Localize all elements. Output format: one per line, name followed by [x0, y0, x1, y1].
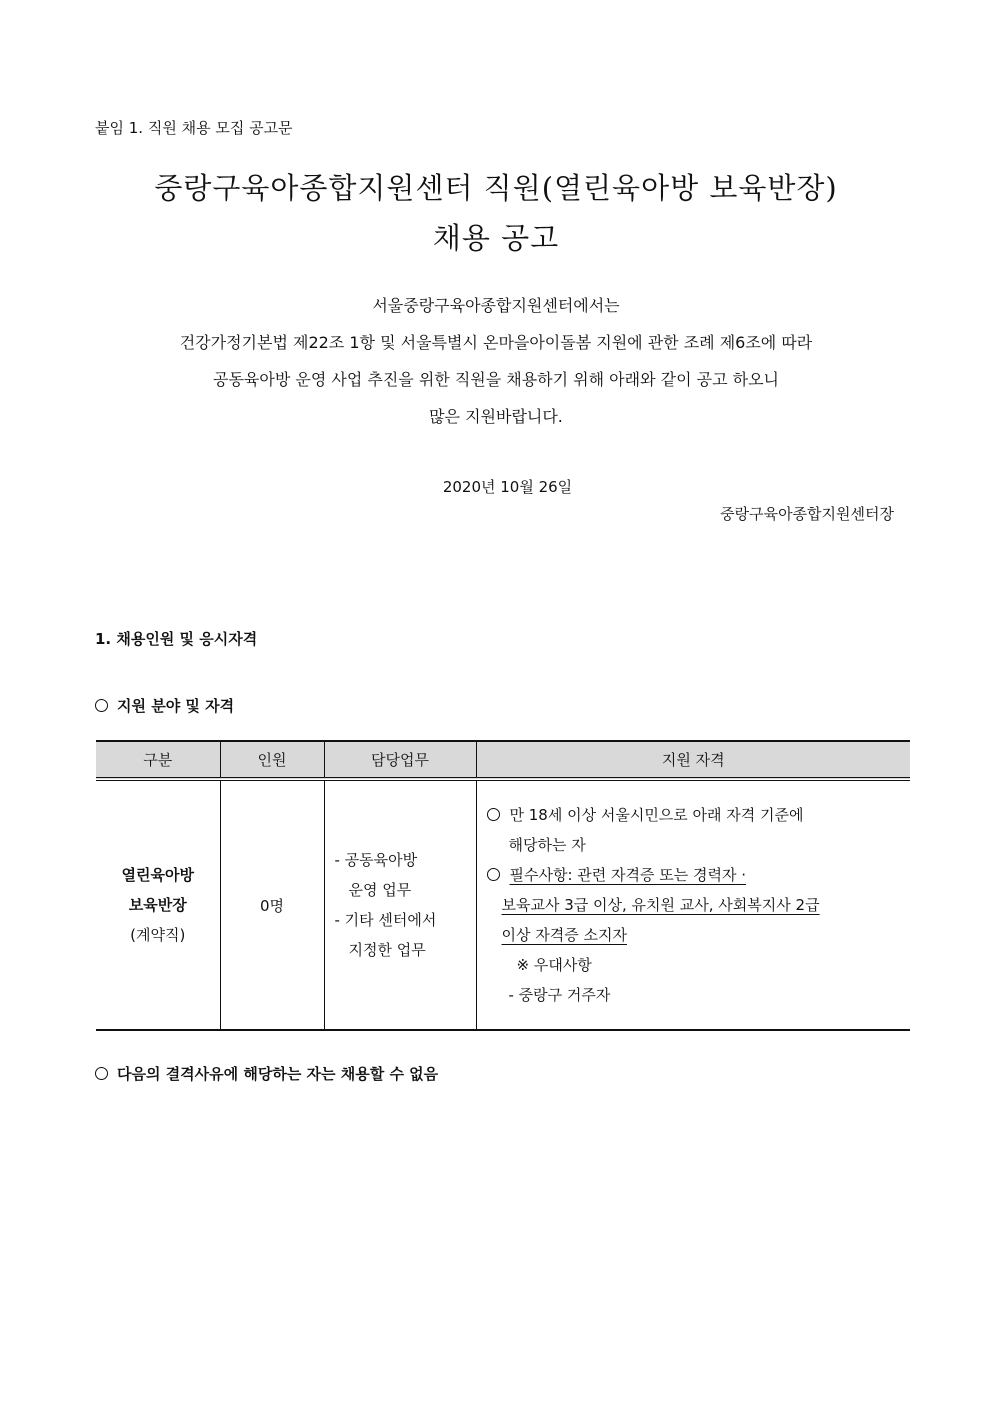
intro-paragraph: [0, 287, 992, 435]
subsection-heading: [95, 695, 234, 716]
document-title-line1: 중랑구육아종합지원센터 직원(열린육아방 보육반장): [154, 171, 838, 205]
issuer-name: 중랑구육아종합지원센터장: [720, 505, 894, 523]
position-title: 보육반장: [128, 896, 187, 914]
intro-line: 많은 지원바랍니다.: [429, 407, 563, 426]
header-count: 인원: [220, 741, 324, 779]
duty-line: 지정한 업무: [348, 941, 426, 959]
circle-bullet-icon: [95, 699, 108, 712]
duty-cell: [324, 779, 476, 1030]
attachment-label: 붙임 1. 직원 채용 모집 공고문: [95, 119, 293, 137]
subsection-heading: [95, 1063, 438, 1084]
required-qualification: 필수사항: 관련 자격증 또는 경력자 ·: [509, 866, 747, 884]
header-duty: 담당업무: [324, 741, 476, 779]
intro-line: 서울중랑구육아종합지원센터에서는: [372, 296, 620, 315]
required-qualification-cont: 이상 자격증 소지자: [501, 926, 627, 944]
document-title-line2: 채용 공고: [432, 221, 560, 255]
required-qualification-cont: 보육교사 3급 이상, 유치원 교사, 사회복지사 2급: [501, 896, 820, 914]
table-header-row: [96, 741, 910, 779]
subsection-heading-text: 지원 분야 및 자격: [117, 697, 235, 715]
announcement-date: 2020년 10월 26일: [442, 478, 573, 496]
qualification-text: 만 18세 이상 서울시민으로 아래 자격 기준에: [509, 806, 804, 824]
qualification-text-cont: [487, 890, 901, 920]
duty-line: - 기타 센터에서: [334, 911, 437, 929]
intro-line: 건강가정기본법 제22조 1항 및 서울특별시 온마을아이돌봄 지원에 관한 조례 제6조에 따라: [179, 333, 813, 352]
employment-type: (계약직): [130, 926, 186, 944]
circle-bullet-icon: [95, 1067, 108, 1080]
duty-line: 운영 업무: [348, 881, 412, 899]
header-qualification: 지원 자격: [476, 741, 910, 779]
position-name: 열린육아방: [121, 866, 194, 884]
preference-item: - 중랑구 거주자: [508, 986, 611, 1004]
qualification-item: [487, 800, 901, 830]
intro-line: 공동육아방 운영 사업 추진을 위한 직원을 채용하기 위해 아래와 같이 공고 하오니: [213, 370, 779, 389]
duty-line: - 공동육아방: [334, 851, 418, 869]
qualification-item: [487, 860, 901, 890]
circle-bullet-icon: [487, 808, 500, 821]
qualification-text-cont: [487, 920, 901, 950]
headcount-cell: 0명: [220, 779, 324, 1030]
circle-bullet-icon: [487, 868, 500, 881]
qualification-table: [96, 740, 910, 1031]
position-cell: [96, 779, 220, 1030]
qualification-text-cont: 해당하는 자: [508, 836, 586, 854]
header-category: 구분: [96, 741, 220, 779]
section-heading: 1. 채용인원 및 응시자격: [95, 630, 258, 648]
subsection-heading-text: 다음의 결격사유에 해당하는 자는 채용할 수 없음: [117, 1065, 439, 1083]
qualification-cell: [476, 779, 910, 1030]
preference-heading: ※ 우대사항: [516, 956, 592, 974]
table-row: [96, 779, 910, 1030]
